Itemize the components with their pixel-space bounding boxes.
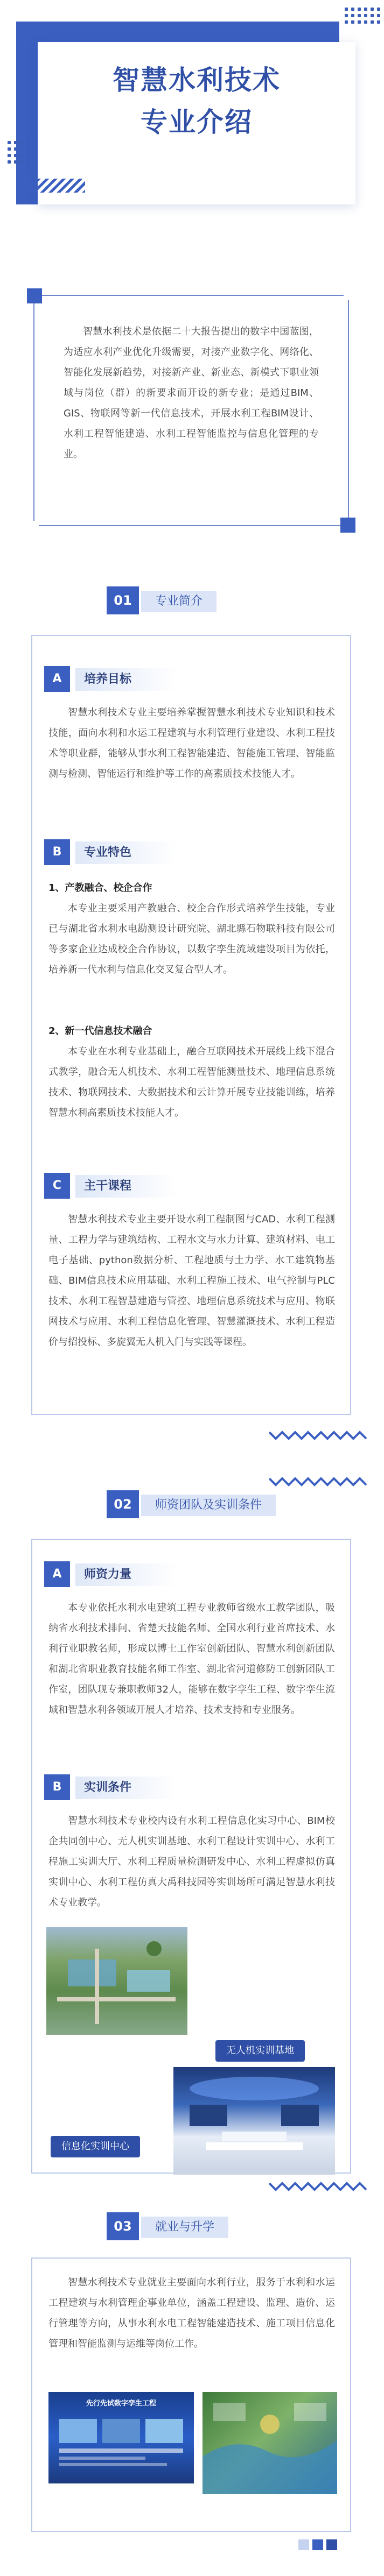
drone-base-photo [46,1927,187,2035]
section-number: 03 [107,2212,139,2240]
subsection-a [44,666,206,695]
subsection-title: 实训条件 [75,1777,178,1799]
chevron-decoration [269,2181,372,2193]
employment-text: 智慧水利技术专业就业主要面向水利行业，服务于水利和水运工程建筑与水利管理企事业单位，涵盖工程建设、监理、造价、运行管理等方向，从事水利水电工程智能建造技术、施工项目信息化管理和智能监测与运维等岗位工作。 [48,2277,335,2349]
section-number: 02 [107,1490,139,1518]
subsection-title: 专业特色 [75,841,178,864]
caption-info-center: 信息化实训中心 [51,2136,140,2157]
subsection-b [44,1774,206,1803]
intro-box [33,295,349,526]
page-title-line2: 专业介绍 [141,107,253,138]
chevron-decoration [269,1430,372,1442]
subsection-badge: B [44,1774,70,1800]
digital-twin-poster [48,2392,194,2483]
training-facilities-text: 智慧水利技术专业校内设有水利工程信息化实习中心、BIM校企共同创中心、无人机实训基地、水利工程设计实训中心、水利工程施工实训大厅、水利工程质量检测研发中心、水利工程虚拟仿真实训中心、水利工程仿真大禹科技园等实训场所可满足智慧水利技术专业教学。 [48,1815,335,1908]
training-goal-text: 智慧水利技术专业主要培养掌握智慧水利技术专业知识和技术技能，面向水利和水运工程建筑与水利管理行业建设、水利工程技术等职业群，能够从事水利工程智能建造、智能施工管理、智能监测与检测、智能运行和维护等工作的高素质技术技能人才。 [48,707,335,780]
faculty-text: 本专业依托水利水电建筑工程专业教师省级水工教学团队，吸纳省水利技术排问、省楚天技能名师、全国水利行业首席技术、水利行业职教名师，形成以博士工作室创新团队、智慧水利创新团队和湖北省职业教育技能名师工作室、湖北省河道修防工创新团队工作室，团队现专兼职教师32人，能够在数字孪生工程、数字孪生流域和智慧水利各领域开展人才培养、技术支持和专业服务。 [48,1602,335,1716]
subsection-b [44,839,206,868]
section-label: 师资团队及实训条件 [141,1495,276,1516]
corner-square [27,288,42,303]
hero-banner [0,0,384,226]
chevron-decoration [269,1476,372,1488]
subsection-title: 培养目标 [75,668,178,691]
section-header-03 [107,2212,279,2240]
corner-square [340,518,355,533]
section-number: 01 [107,586,139,614]
caption-drone-base: 无人机实训基地 [215,2040,305,2062]
section-header-02 [107,1490,333,1518]
feature-heading-2: 2、新一代信息技术融合 [48,1025,152,1037]
hero-stripe-decoration [20,179,85,193]
info-center-photo [173,2067,335,2175]
poster-title: 先行先试数字孪生工程 [86,2400,156,2408]
page-title [38,59,355,143]
feature-heading-1: 1、产教融合、校企合作 [48,882,152,894]
feature-text-2: 本专业在水利专业基础上，融合互联网技术开展线上线下混合式教学，融合无人机技术、水利工程智能测量技术、地理信息系统技术、物联网技术、大数据技术和云计算开展专业技能训练，培养智慧水利高素质技术技能人才。 [48,1046,335,1119]
river-basin-poster [203,2392,337,2494]
section-01-panel [31,635,351,1415]
feature-text-1: 本专业主要采用产教融合、校企合作形式培养学生技能，专业已与湖北省水利水电勘测设计研究院、湖北縣石物联科技有限公司等多家企业达成校企合作协议，以数字孪生流域建设项目为依托，培养新一代水利与信息化交叉复合型人才。 [48,903,335,975]
section-03-panel [31,2257,351,2532]
core-courses-text: 智慧水利技术专业主要开设水利工程制图与CAD、水利工程测量、工程力学与建筑结构、工程水文与水力计算、建筑材料、电工电子基础、python数据分析、工程地质与土力学、水工建筑物基础、BIM信息技术应用基础、水利工程施工技术、电气控制与PLC技术、水利工程智慧建造与管控、地理信息系统技术与应用、物联网技术与应用、水利工程信息化管理、智慧灌溉技术、水利工程造价与招投标、多旋翼无人机入门与实践等课程。 [48,1214,335,1348]
subsection-badge: B [44,839,70,865]
subsection-c [44,1173,206,1202]
footer-squares-decoration [298,2539,340,2552]
subsection-badge: A [44,1561,70,1587]
subsection-title: 主干课程 [75,1175,178,1198]
subsection-a [44,1561,206,1590]
section-02-panel [31,1539,351,2174]
subsection-badge: A [44,666,70,692]
subsection-badge: C [44,1173,70,1199]
section-header-01 [107,586,279,614]
corner-gap [27,521,39,533]
section-label: 专业简介 [141,591,217,612]
subsection-title: 师资力量 [75,1563,178,1586]
page-title-line1: 智慧水利技术 [113,65,281,96]
intro-paragraph: 智慧水利技术是依据二十大报告提出的数字中国蓝图，为适应水利产业优化升级需要，对接产业数字化、网络化、智能化发展新趋势，对接新产业、新业态、新模式下职业领域与岗位（群）的新要求而开设的新专业；是通过BIM、GIS、物联网等新一代信息技术，开展水利工程BIM设计、水利工程智能建造、水利工程智能监控与信息化管理的专业。 [64,326,319,460]
corner-gap [344,288,355,300]
dots-decoration-left [8,141,30,164]
section-label: 就业与升学 [141,2217,228,2238]
dots-decoration-top-right [345,8,380,24]
